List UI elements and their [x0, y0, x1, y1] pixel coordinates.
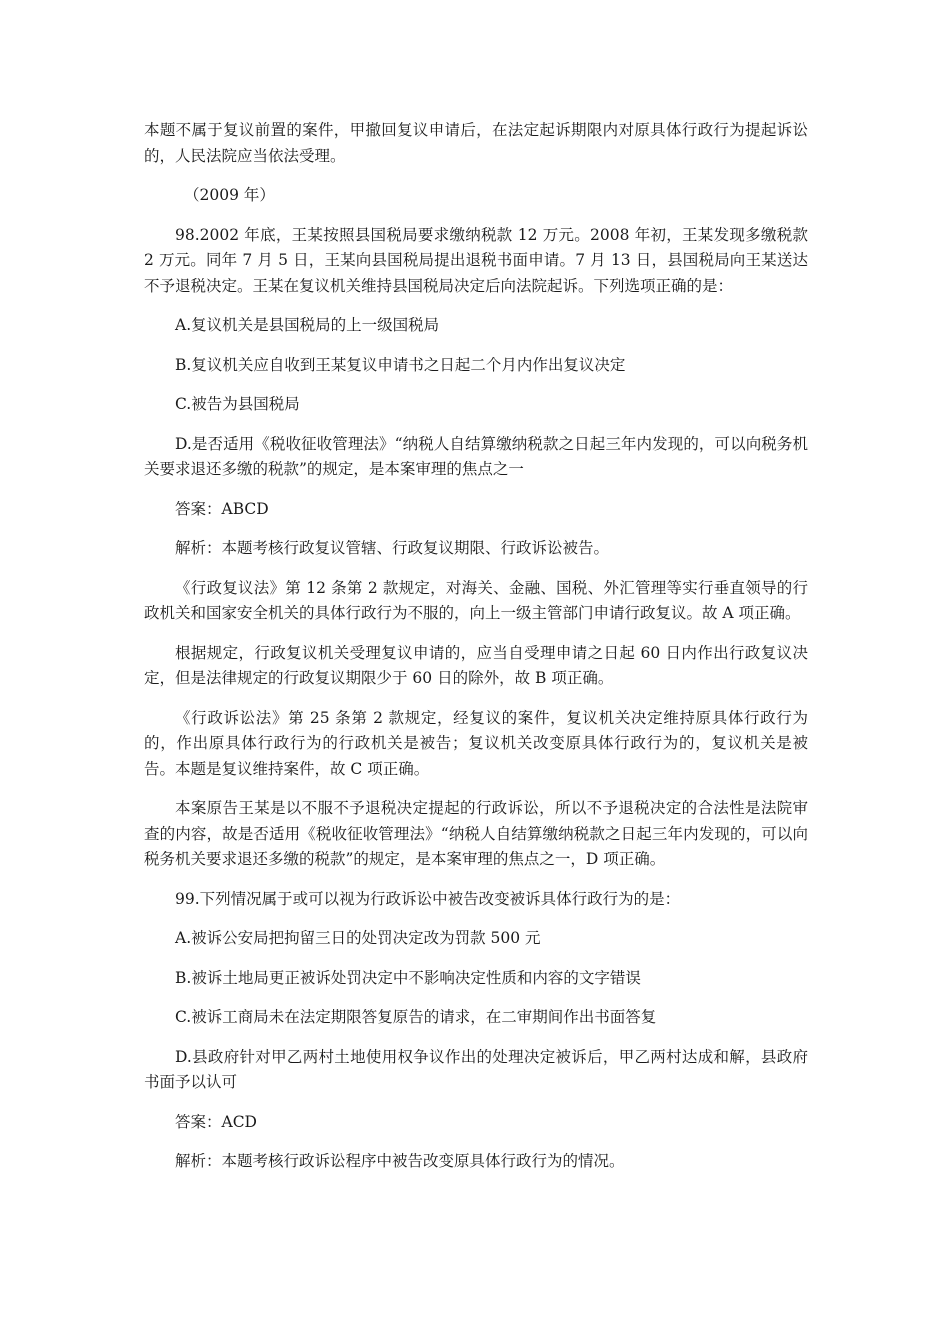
question-99-option-b: B.被诉土地局更正被诉处罚决定中不影响决定性质和内容的文字错误: [175, 968, 641, 987]
question-98-option-a: A.复议机关是县国税局的上一级国税局: [175, 316, 440, 334]
paragraph-prev-explanation-end: 本题不属于复议前置的案件，甲撤回复议申请后，在法定起诉期限内对原具体行政行为提起诉讼的，人民法院应当依法受理。: [144, 121, 808, 165]
question-99-option-a: A.被诉公安局把拘留三日的处罚决定改为罚款 500 元: [175, 929, 541, 947]
question-98-option-c: C.被告为县国税局: [175, 395, 300, 413]
question-98-analysis-paragraph: 根据规定，行政复议机关受理复议申请的，应当自受理申请之日起 60 日内作出行政复议决定，但是法律规定的行政复议期限少于 60 日的除外，故 B 项正确。: [144, 643, 808, 687]
year-heading: （2009 年）: [184, 186, 275, 204]
question-98-analysis-paragraph: 《行政诉讼法》第 25 条第 2 款规定，经复议的案件，复议机关决定维持原具体行政行为的，作出原具体行政行为的行政机关是被告；复议机关改变原具体行政行为的，复议机关是被告。本题是复议维持案件，故 C 项正确。: [144, 708, 808, 778]
question-98-option-d: D.是否适用《税收征收管理法》“纳税人自结算缴纳税款之日起三年内发现的，可以向税务机关要求退还多缴的税款”的规定，是本案审理的焦点之一: [144, 434, 808, 478]
document-page: [144, 118, 808, 1189]
question-99-option-d: D.县政府针对甲乙两村土地使用权争议作出的处理决定被诉后，甲乙两村达成和解，县政府书面予以认可: [144, 1047, 808, 1091]
question-98-stem: 98.2002 年底，王某按照县国税局要求缴纳税款 12 万元。2008 年初，王某发现多缴税款 2 万元。同年 7 月 5 日，王某向县国税局提出退税书面申请。7 月 13 日，县国税局向王某送达不予退税决定。王某在复议机关维持县国税局决定后向法院起诉。下列选项正确的是：: [144, 225, 808, 295]
question-98-analysis-paragraph: 《行政复议法》第 12 条第 2 款规定，对海关、金融、国税、外汇管理等实行垂直领导的行政机关和国家安全机关的具体行政行为不服的，向上一级主管部门申请行政复议。故 A 项正确。: [144, 578, 808, 622]
question-99-option-c: C.被诉工商局未在法定期限答复原告的请求，在二审期间作出书面答复: [175, 1008, 657, 1026]
question-99-answer: 答案：ACD: [175, 1112, 257, 1131]
question-99-analysis: 解析：本题考核行政诉讼程序中被告改变原具体行政行为的情况。: [175, 1152, 625, 1170]
question-99-stem: 99.下列情况属于或可以视为行政诉讼中被告改变被诉具体行政行为的是：: [175, 889, 681, 908]
question-98-analysis: 解析：本题考核行政复议管辖、行政复议期限、行政诉讼被告。: [175, 539, 610, 557]
question-98-answer: 答案：ABCD: [175, 499, 269, 518]
question-98-option-b: B.复议机关应自收到王某复议申请书之日起二个月内作出复议决定: [175, 355, 626, 374]
question-98-analysis-paragraph: 本案原告王某是以不服不予退税决定提起的行政诉讼，所以不予退税决定的合法性是法院审查的内容，故是否适用《税收征收管理法》“纳税人自结算缴纳税款之日起三年内发现的，可以向税务机关要求退还多缴的税款”的规定，是本案审理的焦点之一，D 项正确。: [144, 799, 808, 868]
